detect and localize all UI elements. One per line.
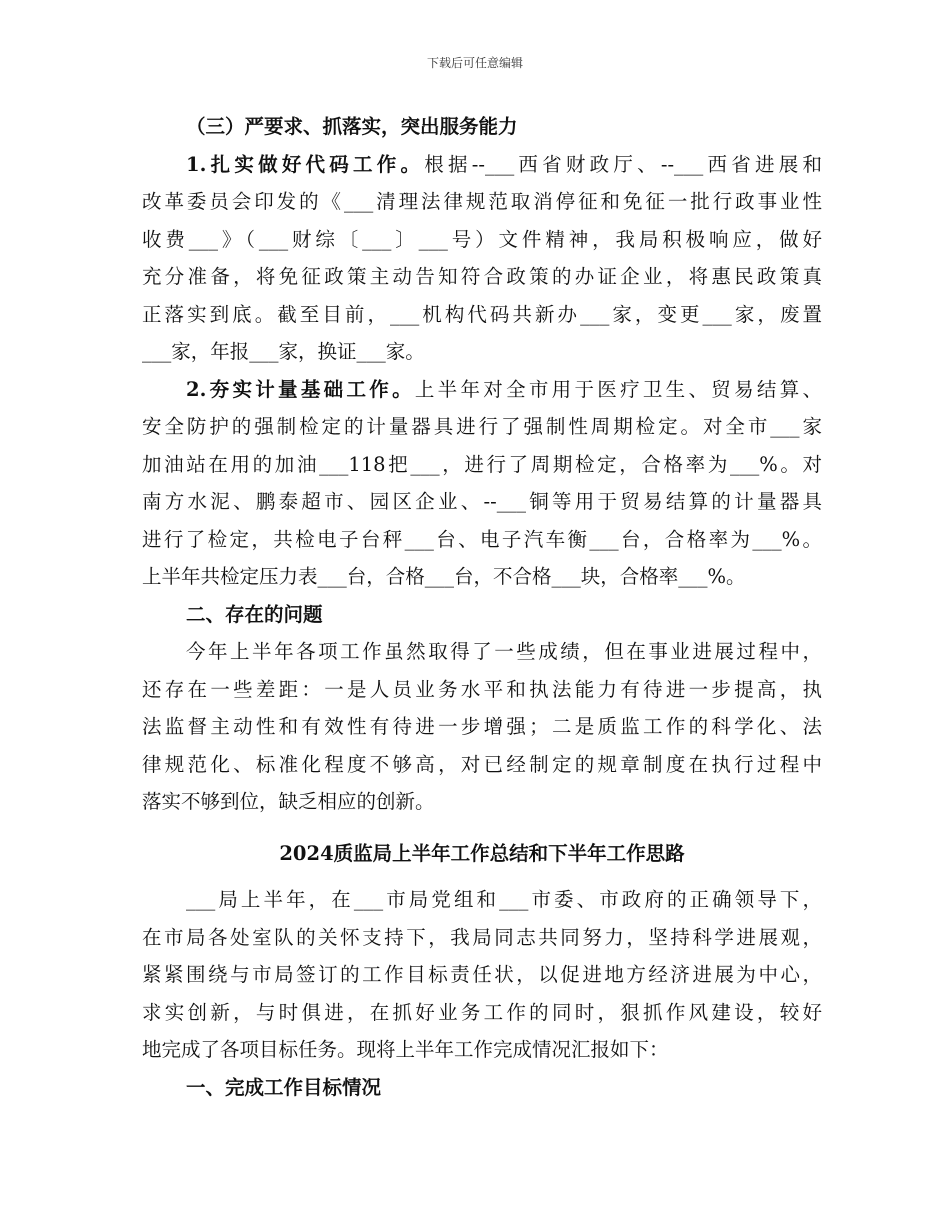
paragraph-line: 加油站在用的加油___118把___，进行了周期检定，合格率为___%。对 bbox=[142, 452, 822, 476]
paragraph-title: 2.夯实计量基础工作。 bbox=[186, 377, 415, 401]
section-heading-1: 一、完成工作目标情况 bbox=[186, 1075, 382, 1099]
document-body bbox=[142, 108, 822, 1106]
paragraph-line: 还存在一些差距：一是人员业务水平和执法能力有待进一步提高，执 bbox=[142, 677, 822, 701]
paragraph-problems bbox=[142, 633, 822, 821]
paragraph-metrology bbox=[142, 371, 822, 596]
document-title: 2024质监局上半年工作总结和下半年工作思路 bbox=[279, 841, 685, 865]
paragraph-line: 充分准备，将免征政策主动告知符合政策的办证企业，将惠民政策真 bbox=[142, 265, 822, 288]
section-heading-3: （三）严要求、抓落实，突出服务能力 bbox=[186, 115, 518, 138]
paragraph-line: 在市局各处室队的关怀支持下，我局同志共同努力，坚持科学进展观， bbox=[142, 925, 822, 949]
paragraph-line: 今年上半年各项工作虽然取得了一些成绩，但在事业进展过程中， bbox=[186, 640, 822, 663]
paragraph-title: 1.扎实做好代码工作。 bbox=[186, 152, 425, 176]
paragraph-line: 落实不够到位，缺乏相应的创新。 bbox=[142, 790, 435, 813]
paragraph-line: 改革委员会印发的《___清理法律规范取消停征和免征一批行政事业性 bbox=[142, 190, 822, 213]
paragraph-line: 地完成了各项目标任务。现将上半年工作完成情况汇报如下： bbox=[142, 1038, 669, 1061]
paragraph-line: 南方水泥、鹏泰超市、园区企业、--___铜等用于贸易结算的计量器具 bbox=[142, 490, 822, 513]
paragraph-line: 紧紧围绕与市局签订的工作目标责任状，以促进地方经济进展为中心， bbox=[142, 963, 822, 986]
paragraph-text: 上半年对全市用于医疗卫生、贸易结算、 bbox=[414, 377, 822, 401]
paragraph-code-work bbox=[142, 146, 822, 371]
paragraph-line: 正落实到底。截至目前，___机构代码共新办___家，变更___家，废置 bbox=[142, 302, 822, 326]
paragraph-line: 安全防护的强制检定的计量器具进行了强制性周期检定。对全市___家 bbox=[142, 415, 822, 438]
paragraph-line: ___局上半年，在___市局党组和___市委、市政府的正确领导下， bbox=[186, 888, 822, 911]
section-heading-2: 二、存在的问题 bbox=[186, 602, 323, 626]
paragraph-line: ___家，年报___家，换证___家。 bbox=[142, 340, 425, 363]
paragraph-line bbox=[142, 146, 822, 184]
paragraph-line: 上半年共检定压力表___台，合格___台，不合格___块，合格率___%。 bbox=[142, 565, 746, 588]
paragraph-line: 求实创新，与时俱进，在抓好业务工作的同时，狠抓作风建设，较好 bbox=[142, 1000, 822, 1024]
paragraph-line: 律规范化、标准化程度不够高，对已经制定的规章制度在执行过程中 bbox=[142, 752, 822, 776]
paragraph-intro bbox=[142, 881, 822, 1069]
paragraph-text: 根据--___西省财政厅、--___西省进展和 bbox=[424, 152, 822, 176]
paragraph-line: 进行了检定，共检电子台秤___台、电子汽车衡___台，合格率为___%。 bbox=[142, 527, 822, 551]
page-header: 下载后可任意编辑 bbox=[426, 56, 523, 70]
paragraph-line: 法监督主动性和有效性有待进一步增强；二是质监工作的科学化、法 bbox=[142, 715, 822, 738]
paragraph-line: 收费___》（___财综〔___〕___号）文件精神，我局积极响应，做好 bbox=[142, 227, 822, 251]
paragraph-line bbox=[142, 371, 822, 409]
